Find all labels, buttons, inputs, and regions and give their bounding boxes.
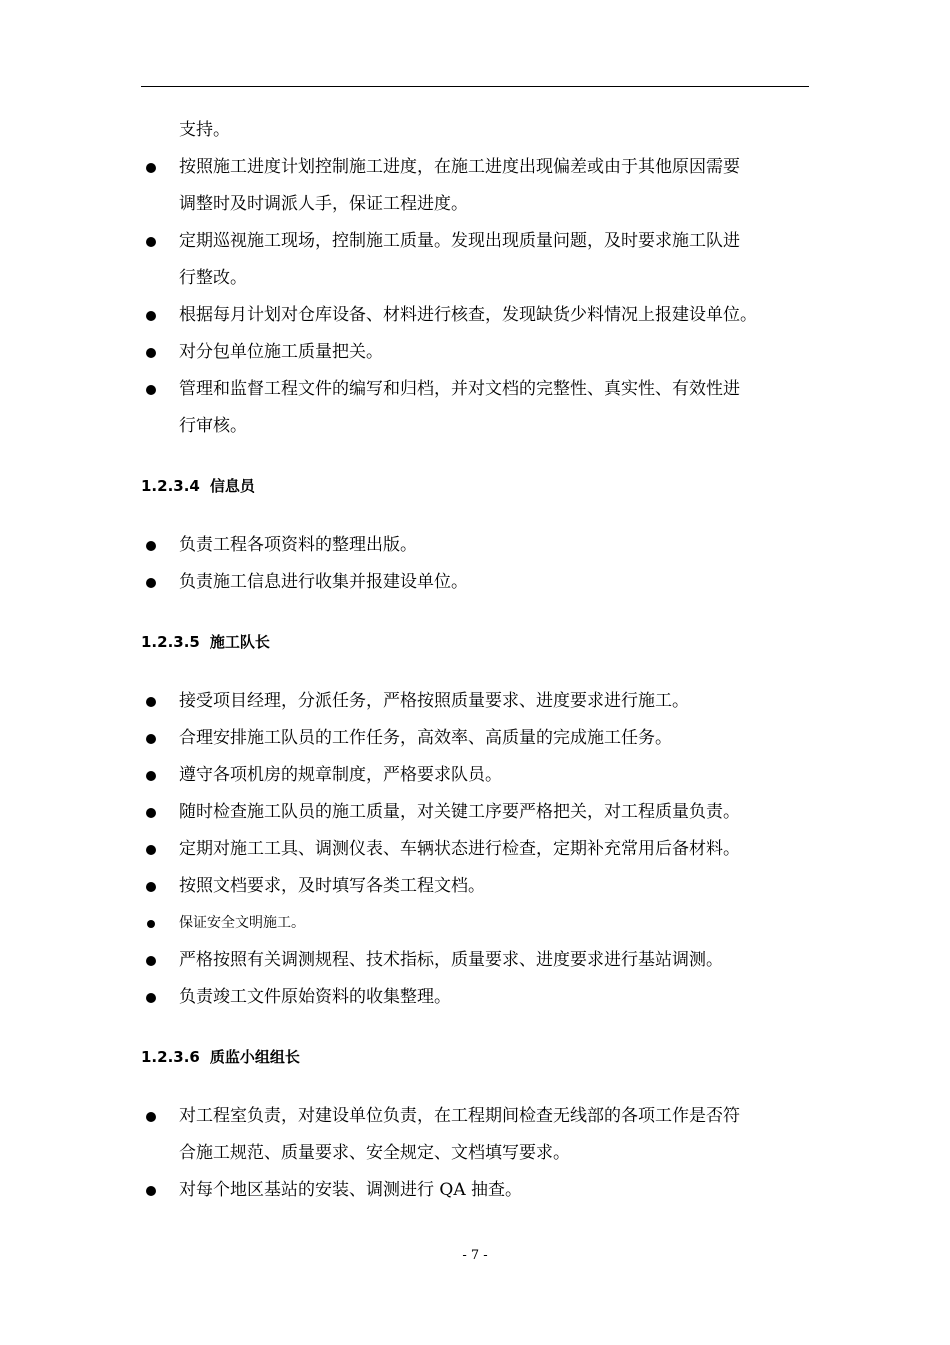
list-item-text: 遵守各项机房的规章制度，严格要求队员。	[179, 765, 502, 785]
bullet-icon	[146, 237, 156, 247]
bullet-list	[141, 527, 809, 601]
bullet-icon	[146, 882, 156, 892]
list-item	[141, 979, 809, 1016]
section-heading	[141, 468, 809, 505]
bullet-icon	[146, 348, 156, 358]
list-item	[141, 720, 809, 757]
bullet-list	[141, 683, 809, 1016]
bullet-icon	[146, 956, 156, 966]
list-item	[141, 1172, 809, 1209]
bullet-icon	[146, 311, 156, 321]
list-item-text: 管理和监督工程文件的编写和归档，并对文档的完整性、真实性、有效性进	[179, 379, 740, 399]
list-item-text: 保证安全文明施工。	[179, 915, 305, 931]
list-item-text: 根据每月计划对仓库设备、材料进行核查，发现缺货少料情况上报建设单位。	[179, 305, 757, 325]
list-item	[141, 334, 809, 371]
list-item	[141, 371, 809, 408]
document-body	[141, 112, 809, 1209]
section-title: 施工队长	[209, 633, 270, 651]
list-item-text: 按照施工进度计划控制施工进度，在施工进度出现偏差或由于其他原因需要	[179, 157, 740, 177]
list-item-text: 定期对施工工具、调测仪表、车辆状态进行检查，定期补充常用后备材料。	[179, 839, 740, 859]
bullet-icon	[146, 163, 156, 173]
list-item-text: 随时检查施工队员的施工质量，对关键工序要严格把关，对工程质量负责。	[179, 802, 740, 822]
list-item	[141, 905, 809, 942]
section-number: 1.2.3.4	[141, 477, 200, 495]
bullet-icon	[146, 385, 156, 395]
list-item-text: 接受项目经理，分派任务，严格按照质量要求、进度要求进行施工。	[179, 691, 689, 711]
list-item	[141, 564, 809, 601]
section-number: 1.2.3.6	[141, 1048, 200, 1066]
bullet-icon	[146, 808, 156, 818]
list-item	[141, 757, 809, 794]
list-item-text: 合理安排施工队员的工作任务，高效率、高质量的完成施工任务。	[179, 728, 672, 748]
bullet-list	[141, 149, 809, 445]
bullet-icon	[146, 697, 156, 707]
page-number: - 7 -	[462, 1248, 488, 1263]
bullet-icon	[146, 734, 156, 744]
section-heading	[141, 1039, 809, 1076]
list-item	[141, 1098, 809, 1135]
list-item-continuation: 行整改。	[179, 268, 247, 288]
list-item-continuation: 行审核。	[179, 416, 247, 436]
list-item	[141, 149, 809, 186]
bullet-icon	[147, 920, 155, 928]
section-heading	[141, 624, 809, 661]
list-item-text: 严格按照有关调测规程、技术指标，质量要求、进度要求进行基站调测。	[179, 950, 723, 970]
list-item-continuation: 合施工规范、质量要求、安全规定、文档填写要求。	[179, 1143, 570, 1163]
bullet-icon	[146, 771, 156, 781]
list-item-text: 负责施工信息进行收集并报建设单位。	[179, 572, 468, 592]
list-item-text: 对分包单位施工质量把关。	[179, 342, 383, 362]
bullet-icon	[146, 845, 156, 855]
list-item	[141, 868, 809, 905]
list-item-text: 定期巡视施工现场，控制施工质量。发现出现质量问题，及时要求施工队进	[179, 231, 740, 251]
list-item	[141, 297, 809, 334]
bullet-icon	[146, 1186, 156, 1196]
bullet-icon	[146, 993, 156, 1003]
list-item-text: 按照文档要求，及时填写各类工程文档。	[179, 876, 485, 896]
list-item-continuation: 调整时及时调派人手，保证工程进度。	[179, 194, 468, 214]
list-item-text: 对工程室负责，对建设单位负责，在工程期间检查无线部的各项工作是否符	[179, 1106, 740, 1126]
bullet-icon	[146, 1112, 156, 1122]
list-item	[141, 794, 809, 831]
list-item-text: 负责竣工文件原始资料的收集整理。	[179, 987, 451, 1007]
section-number: 1.2.3.5	[141, 633, 200, 651]
list-item	[141, 223, 809, 260]
paragraph-continuation: 支持。	[179, 120, 230, 140]
list-item	[141, 831, 809, 868]
list-item	[141, 527, 809, 564]
bullet-list	[141, 1098, 809, 1209]
section-title: 信息员	[209, 477, 255, 495]
section-title: 质监小组组长	[209, 1048, 300, 1066]
bullet-icon	[146, 578, 156, 588]
bullet-icon	[146, 541, 156, 551]
header-rule	[141, 86, 809, 87]
list-item	[141, 683, 809, 720]
list-item	[141, 942, 809, 979]
list-item-text: 负责工程各项资料的整理出版。	[179, 535, 417, 555]
list-item-text: 对每个地区基站的安装、调测进行 QA 抽查。	[179, 1180, 523, 1200]
